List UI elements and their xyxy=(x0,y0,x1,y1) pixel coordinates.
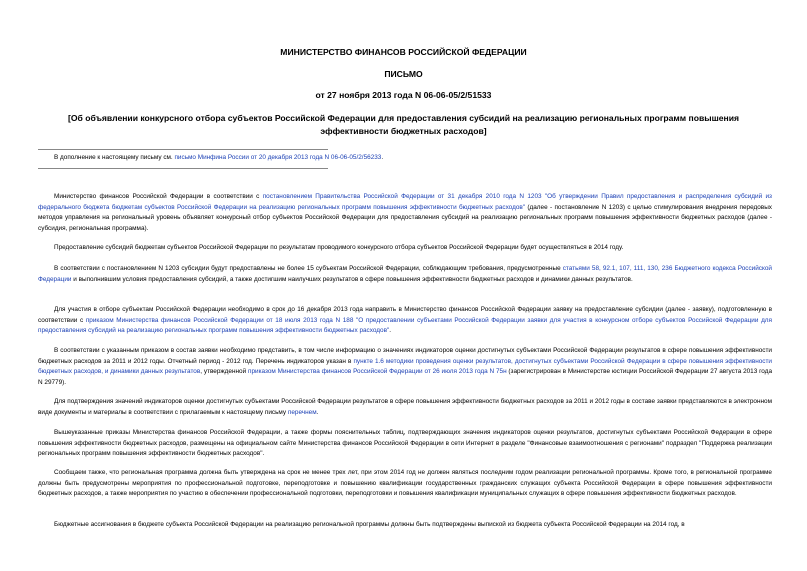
link-order-75n[interactable]: приказом Министерства финансов Российской Федерации от 26 июля 2013 года N 75н xyxy=(247,368,507,376)
paragraph-text: . xyxy=(389,327,392,335)
paragraph-text: и выполнившим условия предоставления субсидий, а также достигшим наилучших результатов в сфере повышения эффективности бюджетных расходов и динамики данных результатов. xyxy=(71,275,633,283)
paragraph-6 xyxy=(38,397,772,418)
paragraph-text: Предоставление субсидий бюджетам субъектов Российской Федерации по результатам проводимого конкурсного отбора субъектов Российской Федерации будет осуществляться в 2014 году. xyxy=(54,244,624,251)
paragraph-9 xyxy=(38,520,772,531)
editorial-note xyxy=(38,153,384,163)
paragraph-text: В соответствии с постановлением N 1203 субсидии будут предоставлены не более 15 субъектам Российской Федерации, соблюдающим требования, предусмотренные xyxy=(54,265,563,272)
paragraph-1 xyxy=(38,192,772,234)
paragraph-text: В соответствии с указанным приказом в состав заявки необходимо представить, в том числе информацию о значениях индикаторов оценки достигнутых субъектами Российской Федерации результатов в сфере повышения эффективности бюджетных расходов за 2011 и 2012 годы. Отчетный период - 2012 год. Перечень индикаторов указан в xyxy=(38,347,772,365)
paragraph-text: . xyxy=(316,408,319,416)
paragraph-text: Вышеуказанные приказы Министерства финансов Российской Федерации, а также формы пояснительных таблиц, подтверждающих значения индикаторов оценки результатов, достигнутых субъектами Российской Федерации в сфере повышения эффективности бюджетных расходов, размещены на официальном сайте Министерства финансов Российской Федерации в сети Интернет в разделе "Финансовые взаимоотношения с регионами" подраздел "Поддержка реализации региональных программ повышения эффективности бюджетных расходов". xyxy=(38,429,772,458)
paragraph-2 xyxy=(38,243,772,254)
paragraph-text: Для подтверждения значений индикаторов оценки достигнутых субъектами Российской Федерации результатов в сфере повышения эффективности бюджетных расходов за 2011 и 2012 годы в составе заявки представляются в электронном виде документы и материалы в соответствии с прилагаемым к настоящему письму xyxy=(38,398,772,416)
link-list-attachment[interactable]: перечнем xyxy=(287,408,317,416)
note-top-rule xyxy=(38,149,328,150)
paragraph-text: (зарегистрирован в Министерстве юстиции Российской Федерации 27 августа 2013 года N 29779). xyxy=(38,368,773,386)
link-order-188[interactable]: приказом Министерства финансов Российской Федерации от 18 июля 2013 года N 188 "О предоставлении субъектами Российской Федерации заявки для участия в конкурсном отборе субъектов Российской Федерации для предоставления субсидий на реализацию региональных программ повышения эффективности бюджетных расходов" xyxy=(38,316,772,335)
paragraph-text: Министерство финансов Российской Федерации в соответствии с xyxy=(54,193,263,200)
paragraph-text: (далее - постановление N 1203) с целью стимулирования внедрения передовых методов управления на региональный уровень объявляет конкурсный отбор субъектов Российской Федерации для предоставления субсидий на реализацию региональных программ повышения эффективности бюджетных расходов (далее - субсидия, региональная программа). xyxy=(38,203,772,232)
paragraph-text: Бюджетные ассигнования в бюджете субъекта Российской Федерации на реализацию региональной программы должны быть подтверждены выпиской из бюджета субъекта Российской Федерации на 2014 год, в xyxy=(54,521,685,528)
link-budget-code-articles[interactable]: статьями 58, 92.1, 107, 111, 130, 236 Бюджетного кодекса Российской Федерации xyxy=(38,265,772,283)
note-link[interactable]: письмо Минфина России от 20 декабря 2013 года N 06-06-05/2/56233 xyxy=(174,154,382,161)
document-type: ПИСЬМО xyxy=(384,69,423,79)
link-methodology-1-6[interactable]: пункте 1.6 методики проведения оценки результатов, достигнутых субъектами Российской Федерации в сфере повышения эффективности бюджетных расходов, и динамики данных результатов xyxy=(38,357,772,376)
paragraph-3 xyxy=(38,264,772,285)
paragraph-5 xyxy=(38,346,772,388)
link-resolution-1203[interactable]: постановлением Правительства Российской Федерации от 31 декабря 2010 года N 1203 "Об утверждении Правил предоставления и распределения субсидий из федерального бюджета бюджетам субъектов Российской Федерации на реализацию региональных программ повышения эффективности бюджетных расходов" xyxy=(38,193,772,211)
paragraph-text: Сообщаем также, что региональная программа должна быть утверждена на срок не менее трех лет, при этом 2014 год не должен являться последним годом реализации региональной программы. Кроме того, в региональной программе должны быть предусмотрены мероприятия по профессиональной подготовке, переподготовке и повышению квалификации государственных гражданских служащих субъекта Российской Федерации в сфере повышения эффективности бюджетных расходов, а также мероприятия по участию в обеспечении профессиональной подготовки, переподготовки и повышения квалификации муниципальных служащих в сфере повышения эффективности бюджетных расходов. xyxy=(38,469,772,498)
note-bottom-rule xyxy=(38,168,328,169)
note-text-end: . xyxy=(381,154,384,161)
document-title: [Об объявлении конкурсного отбора субъектов Российской Федерации для предоставления субсидий на реализацию региональных программ повышения эффективности бюджетных расходов] xyxy=(67,113,740,136)
paragraph-7 xyxy=(38,428,772,460)
document-date-number: от 27 ноября 2013 года N 06-06-05/2/51533 xyxy=(315,90,492,100)
ministry-heading: МИНИСТЕРСТВО ФИНАНСОВ РОССИЙСКОЙ ФЕДЕРАЦИИ xyxy=(280,47,527,57)
paragraph-text: , утвержденной xyxy=(200,368,248,376)
note-text: В дополнение к настоящему письму см. xyxy=(54,154,175,161)
paragraph-8 xyxy=(38,468,772,500)
paragraph-text: Для участия в отборе субъектам Российской Федерации необходимо в срок до 16 декабря 2013 года направить в Министерство финансов Российской Федерации заявку на предоставление субсидии (далее - заявку), подготовленную в соответствии с xyxy=(38,306,772,324)
paragraph-4 xyxy=(38,305,772,337)
